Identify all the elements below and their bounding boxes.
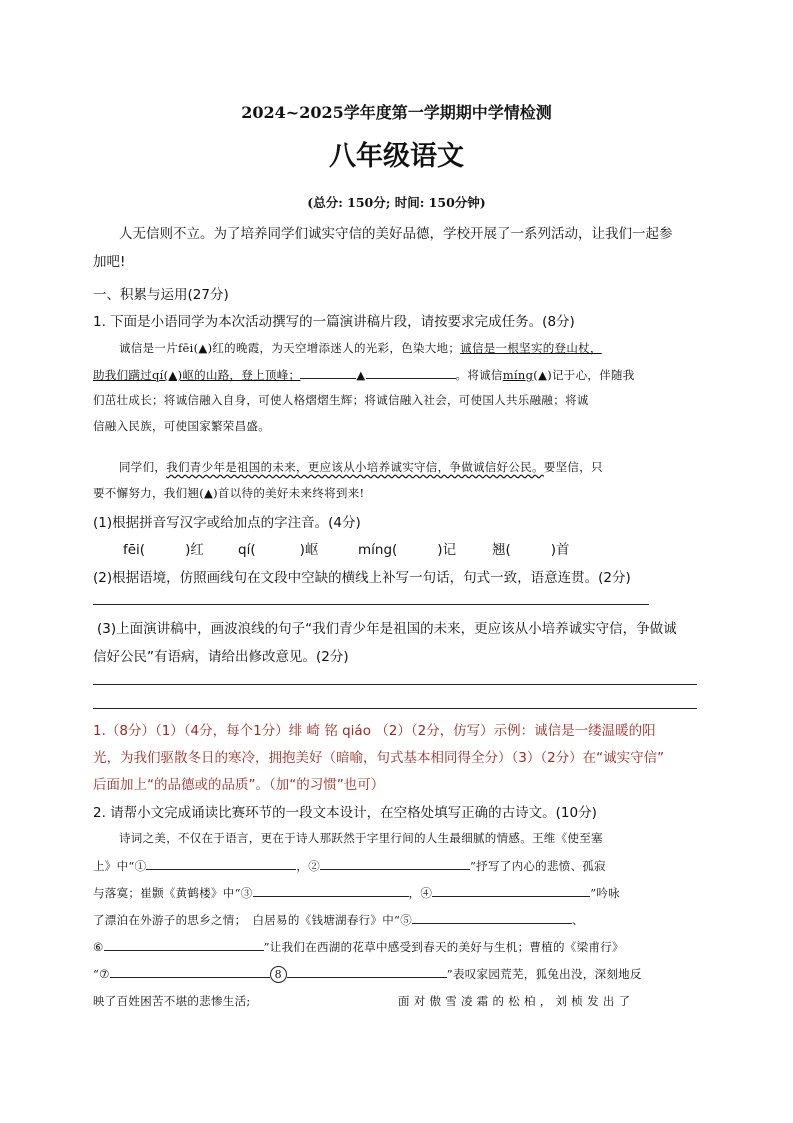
passage-line: 助我们蹒过qí(▲)岖的山路，登上顶峰； ▲ 。将诚信míng(▲)记于心，伴随我 — [93, 368, 635, 382]
question-2-prompt: 2. 请帮小文完成诵读比赛环节的一段文本设计，在空格处填写正确的古诗文。(10分) — [93, 805, 597, 821]
answer-key-line: 光，为我们驱散冬日的寒冷，拥抱美好（暗喻，句式基本相同得全分）（3）（2分）在“诚实守信” — [93, 750, 665, 766]
subject-title: 八年级语文 — [329, 141, 464, 172]
passage-line: ⑥ ”让我们在西湖的花草中感受到春天的美好与生机；曹植的《梁甫行》 — [93, 940, 624, 954]
answer-key-line: 后面加上“的品德或的品质”。（加“的习惯”也可） — [93, 777, 385, 793]
passage-line: 上》中“① ，② ”抒写了内心的悲愤、孤寂 — [93, 859, 606, 873]
passage-line: 诗词之美，不仅在于语言，更在于诗人那跃然于字里行间的人生最细腻的情感。王维《使至塞 — [119, 831, 603, 845]
pinyin-item: qí( )岖 — [238, 542, 319, 558]
fill-blank-7[interactable] — [110, 965, 270, 978]
fill-blank-6[interactable] — [104, 938, 264, 951]
exam-meta: (总分: 150分; 时间: 150分钟) — [307, 195, 486, 210]
fill-blank-1[interactable] — [146, 857, 296, 870]
sub-question-3: (3)上面演讲稿中，画波浪线的句子“我们青少年是祖国的未来，更应该从小培养诚实守信，争做诚 — [97, 621, 677, 637]
intro-line-1: 人无信则不立。为了培养同学们诚实守信的美好品德，学校开展了一系列活动，让我们一起参 — [119, 226, 673, 242]
passage-line: “⑦ 8 ”表叹家园荒芜，狐兔出没，深刻地反 — [93, 967, 642, 981]
fill-blank-5[interactable] — [412, 911, 572, 924]
passage-line: 面 对 傲 雪 凌 霜 的 松 柏 ， 刘 桢 发 出 了 — [398, 994, 631, 1008]
underlined-sentence: 诚信是一根坚实的登山杖， — [460, 341, 602, 355]
underlined-sentence: 助我们蹒过qí(▲)岖的山路，登上顶峰； — [93, 368, 301, 382]
passage-line: 同学们，我们青少年是祖国的未来，更应该从小培养诚实守信，争做诚信好公民。要坚信，只 — [119, 460, 603, 474]
section-heading: 一、积累与运用(27分) — [93, 287, 229, 303]
pinyin-item: míng( )记 — [358, 542, 457, 558]
fill-blank[interactable] — [300, 366, 356, 379]
fill-blank-3[interactable] — [253, 884, 409, 897]
passage-line: 信融入民族，可使国家繁荣昌盛。 — [93, 419, 270, 433]
passage-line: 与落寞；崔颢《黄鹤楼》中“③ ，④ ”吟咏 — [93, 886, 620, 900]
passage-line: 了漂泊在外游子的思乡之情； 白居易的《钱塘湖春行》中“⑤ 、 — [93, 913, 584, 927]
answer-line[interactable] — [93, 684, 697, 685]
passage-line: 要不懈努力，我们翘(▲)首以待的美好未来终将到来! — [93, 486, 365, 500]
passage-line: 诚信是一片fēi(▲)红的晚霞，为天空增添迷人的光彩，色染大地；诚信是一根坚实的登山杖， — [119, 341, 602, 355]
exam-title: 2024~2025学年度第一学期期中学情检测 — [241, 103, 552, 122]
intro-line-2: 加吧! — [93, 254, 126, 270]
wavy-underlined-sentence: 我们青少年是祖国的未来，更应该从小培养诚实守信，争做诚信好公民。 — [166, 460, 544, 474]
answer-key-line: 1.（8分）（1）（4分，每个1分）绯 崎 铭 qiáo （2）（2分，仿写）示例：诚信是一缕温暖的阳 — [93, 723, 656, 739]
fill-blank-2[interactable] — [320, 857, 470, 870]
answer-line[interactable] — [93, 708, 697, 709]
passage-line: 们茁壮成长；将诚信融入自身，可使人格熠熠生辉；将诚信融入社会，可使国人共乐融融；将诚 — [93, 393, 589, 407]
sub-question-2: (2)根据语境，仿照画线句在文段中空缺的横线上补写一句话，句式一致，语意连贯。(2分) — [93, 570, 631, 586]
pinyin-item: fēi( )红 — [123, 542, 204, 558]
sub-question-1: (1)根据拼音写汉字或给加点的字注音。(4分) — [93, 515, 361, 531]
pinyin-item: 翘( )首 — [492, 542, 570, 558]
fill-blank[interactable] — [366, 366, 456, 379]
circled-number: 8 — [270, 966, 287, 983]
fill-blank-4[interactable] — [432, 884, 590, 897]
fill-blank-8[interactable] — [287, 965, 447, 978]
answer-line[interactable] — [93, 604, 649, 605]
passage-line: 映了百姓困苦不堪的悲惨生活; — [93, 994, 251, 1008]
sub-question-3: 信好公民”有语病，请给出修改意见。(2分) — [93, 649, 349, 665]
question-1-prompt: 1. 下面是小语同学为本次活动撰写的一篇演讲稿片段，请按要求完成任务。(8分) — [93, 314, 575, 330]
